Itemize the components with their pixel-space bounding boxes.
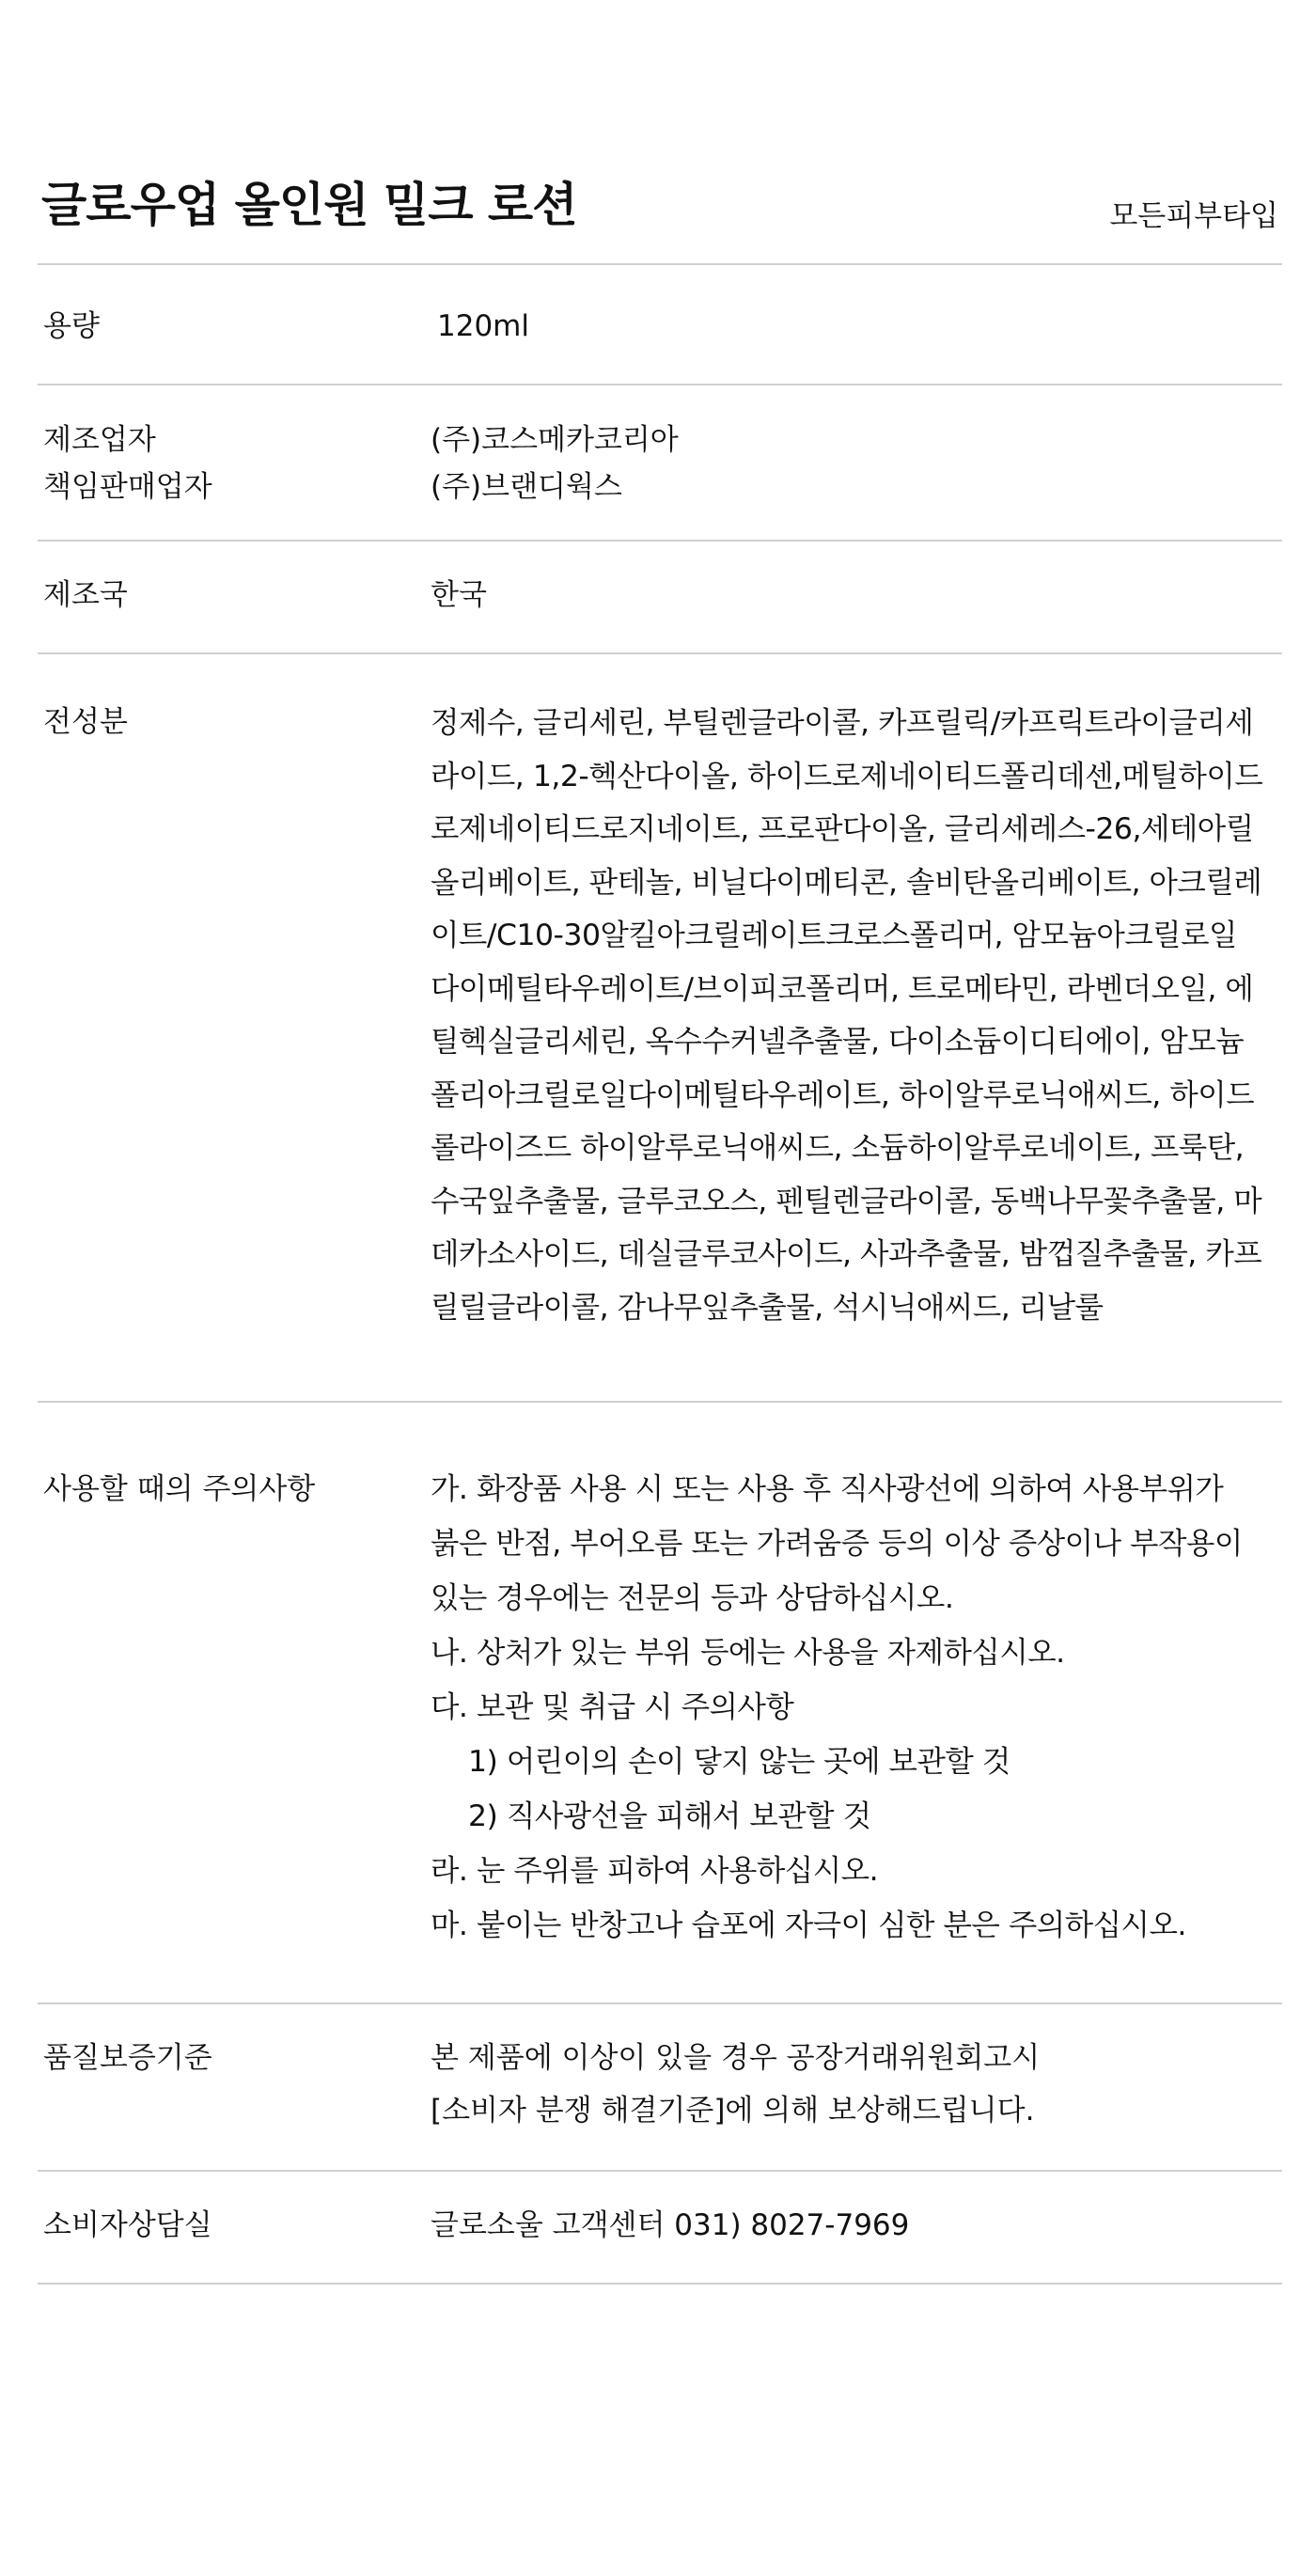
divider: [38, 2170, 1282, 2172]
ingredients-line: 올리베이트, 판테놀, 비닐다이메티콘, 솔비탄올리베이트, 아크릴레: [431, 865, 1262, 900]
ingredients-line: 틸헥실글리세린, 옥수수커넬추출물, 다이소듐이디티에이, 암모늄: [431, 1025, 1245, 1059]
ingredients-line: 롤라이즈드 하이알루로닉애씨드, 소듐하이알루로네이트, 프룩탄,: [431, 1131, 1245, 1165]
divider: [38, 2283, 1282, 2285]
ingredients-line: 다이메틸타우레이트/브이피코폴리머, 트로메타민, 라벤더오일, 에: [431, 971, 1254, 1006]
caution-list: [431, 1462, 1277, 1953]
ingredients-line: 로제네이티드로지네이트, 프로판다이올, 글리세레스-26,세테아릴: [431, 812, 1254, 846]
capacity-label: 용량: [43, 309, 100, 343]
ingredients-line: 수국잎추출물, 글루코오스, 펜틸렌글라이콜, 동백나무꽃추출물, 마: [431, 1184, 1262, 1218]
ingredients-line: 이트/C10-30알킬아크릴레이트크로스폴리머, 암모늄아크릴로일: [431, 919, 1237, 952]
caution-line: 있는 경우에는 전문의 등과 상담하십시오.: [431, 1581, 954, 1615]
ingredients-line: 라이드, 1,2-헥산다이올, 하이드로제네이티드폴리데센,메틸하이드: [431, 759, 1263, 793]
manufacturer-label: [43, 416, 212, 510]
caution-line: 붉은 반점, 부어오름 또는 가려움증 등의 이상 증상이나 부작용이: [431, 1527, 1243, 1561]
quality-line: 본 제품에 이상이 있을 경우 공장거래위원회고시: [431, 2041, 1041, 2075]
quality-line: [소비자 분쟁 해결기준]에 의해 보상해드립니다.: [431, 2094, 1035, 2128]
manufacturer-value: [431, 416, 1277, 510]
ingredients-label: 전성분: [43, 705, 128, 739]
ingredients-line: 릴릴글라이콜, 감나무잎추출물, 석시닉애씨드, 리날룰: [431, 1290, 1104, 1325]
country-value: 한국: [431, 578, 487, 612]
divider: [38, 384, 1282, 385]
caution-line: 나. 상처가 있는 부위 등에는 사용을 자제하십시오.: [431, 1636, 1065, 1670]
caution-line: 라. 눈 주위를 피하여 사용하십시오.: [431, 1854, 879, 1888]
caution-line: 가. 화장품 사용 시 또는 사용 후 직사광선에 의하여 사용부위가: [431, 1472, 1224, 1506]
ingredients-line: 정제수, 글리세린, 부틸렌글라이콜, 카프릴릭/카프릭트라이글리세: [431, 706, 1254, 740]
divider: [38, 1401, 1282, 1403]
manufacturer-label-1: 제조업자: [43, 423, 156, 457]
consumer-center-label: 소비자상담실: [43, 2208, 212, 2242]
divider: [38, 652, 1282, 654]
consumer-center-value: 글로소울 고객센터 031) 8027-7969: [431, 2208, 910, 2242]
caution-subline: 2) 직사광선을 피해서 보관할 것: [468, 1799, 871, 1833]
capacity-value: 120ml: [437, 309, 529, 343]
quality-label: 품질보증기준: [43, 2041, 212, 2075]
divider: [38, 263, 1282, 265]
manufacturer-value-1: (주)코스메카코리아: [431, 423, 679, 457]
product-title: 글로우업 올인원 밀크 로션: [41, 178, 577, 232]
divider: [38, 2003, 1282, 2004]
caution-line: 마. 붙이는 반창고나 습포에 자극이 심한 분은 주의하십시오.: [431, 1908, 1186, 1942]
ingredients-list: [431, 697, 1295, 1334]
country-label: 제조국: [43, 578, 128, 612]
divider: [38, 540, 1282, 542]
ingredients-line: 데카소사이드, 데실글루코사이드, 사과추출물, 밤껍질추출물, 카프: [431, 1237, 1262, 1271]
ingredients-line: 폴리아크릴로일다이메틸타우레이트, 하이알루로닉애씨드, 하이드: [431, 1077, 1255, 1112]
manufacturer-value-2: (주)브랜디웍스: [431, 470, 622, 504]
skin-type-label: 모든피부타입: [1109, 199, 1278, 233]
caution-label: 사용할 때의 주의사항: [43, 1472, 316, 1506]
caution-subline: 1) 어린이의 손이 닿지 않는 곳에 보관할 것: [468, 1745, 1010, 1779]
caution-line: 다. 보관 및 취급 시 주의사항: [431, 1690, 794, 1724]
product-header: [38, 150, 1282, 263]
quality-text: [431, 2032, 1277, 2137]
manufacturer-label-2: 책임판매업자: [43, 470, 212, 504]
